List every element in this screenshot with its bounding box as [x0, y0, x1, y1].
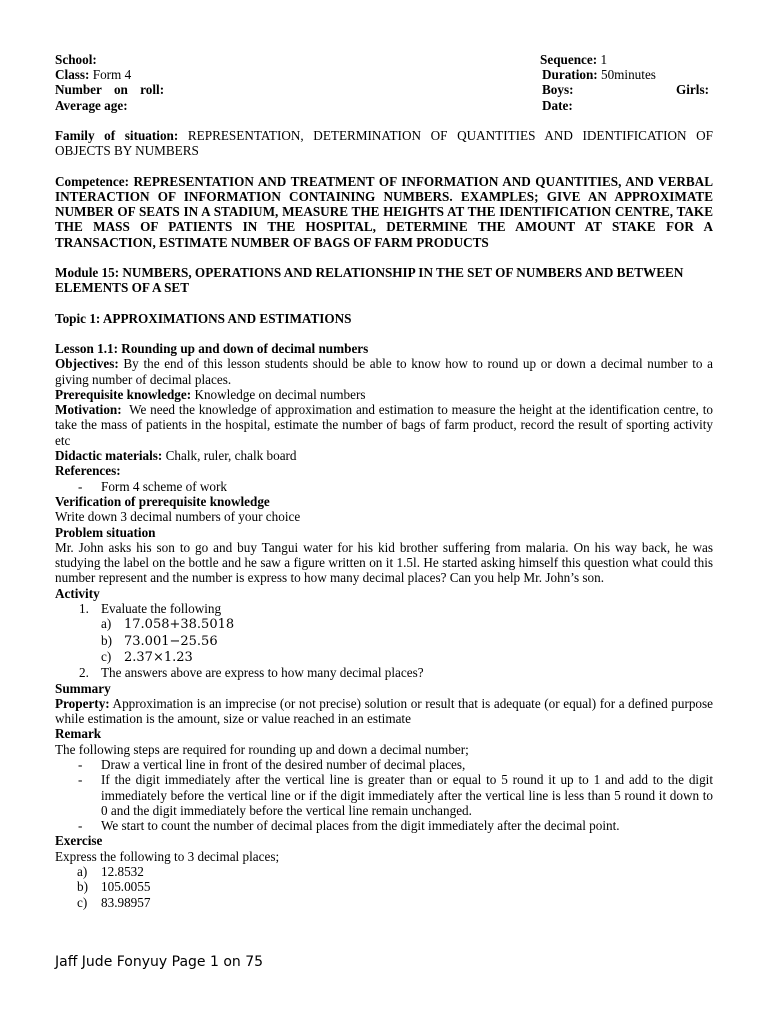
- date-label: Date:: [542, 98, 573, 113]
- exercise-item: a) 12.8532: [77, 864, 144, 880]
- remark-intro: The following steps are required for rounding up and down a decimal number;: [55, 741, 469, 757]
- school-label: School:: [55, 52, 97, 67]
- remark-label: Remark: [55, 726, 102, 742]
- remark-item: - Draw a vertical line in front of the desired number of decimal places,: [55, 757, 713, 772]
- activity-label: Activity: [55, 585, 100, 601]
- property: Property: Approximation is an imprecise (or not precise) solution or result that is adequate (or equal) for a defined purpose while estimation is the amount, size or value reached in an estimate: [55, 695, 714, 727]
- exercise-intro: Express the following to 3 decimal places;: [55, 848, 280, 864]
- exercise-item: c) 83.98957: [77, 894, 151, 910]
- class-label: Class:: [55, 67, 90, 82]
- remark-item: - If the digit immediately after the vertical line is greater than or equal to 5 round it up to 1 and add to the digit immediately before the vertical line or if the digit immediately after the vertical line is less than 5 round it down to 0 and the digit immediately before the vertical line remain unchanged.: [55, 772, 713, 818]
- lesson-title: Lesson 1.1: Rounding up and down of decimal numbers: [55, 340, 369, 356]
- duration-label: Duration:: [542, 67, 598, 82]
- page-footer: Jaff Jude Fonyuy Page 1 on 75: [55, 954, 264, 970]
- verification-label: Verification of prerequisite knowledge: [55, 493, 270, 509]
- problem-situation-label: Problem situation: [55, 524, 156, 540]
- prerequisite-knowledge: Prerequisite knowledge: Knowledge on decimal numbers: [55, 386, 366, 402]
- girls-label: Girls:: [676, 82, 709, 97]
- references-label: References:: [55, 463, 121, 479]
- summary-label: Summary: [55, 680, 111, 696]
- activity-subitem: a) 17.058+38.5018: [101, 616, 235, 633]
- activity-item: 2. The answers above are express to how many decimal places?: [79, 665, 424, 681]
- sequence-label: Sequence:: [540, 52, 598, 67]
- competence: Competence: REPRESENTATION AND TREATMENT OF INFORMATION AND QUANTITIES, AND VERBAL INTERACTION OF INFORMATION CONTAINING NUMBERS. EXAMPLES; GIVE AN APPROXIMATE NUMBER OF SEATS IN A STADIUM, MEASURE THE HEIGHTS AT THE IDENTIFICATION CENTRE, TAKE THE MASS OF PATIENTS IN THE HOSPITAL, DETERMINE THE AMOUNT AT STAKE FOR A TRANSACTION, ESTIMATE NUMBER OF BAGS OF FARM PRODUCTS: [55, 173, 714, 250]
- motivation: Motivation: We need the knowledge of approximation and estimation to measure the height at the identification centre, to take the mass of patients in the hospital, estimate the number of bags of farm product, record the result of sporting activity etc: [55, 402, 714, 448]
- verification-text: Write down 3 decimal numbers of your choice: [55, 509, 301, 525]
- age-label: Average age:: [55, 98, 128, 113]
- class-value: Form 4: [92, 67, 132, 82]
- family-of-situation: Family of situation: REPRESENTATION, DETERMINATION OF QUANTITIES AND IDENTIFICATION OF OBJECTS BY NUMBERS: [55, 128, 714, 159]
- activity-item: 1. Evaluate the following: [79, 601, 222, 617]
- problem-situation-text: Mr. John asks his son to go and buy Tangui water for his kid brother suffering from malaria. On his way back, he was studying the label on the bottle and he saw a figure written on it 1.5l. He started asking himself this question what could this number represent and the number is express to how many decimal places? Can you help Mr. John’s son.: [55, 539, 713, 586]
- remark-item: - We start to count the number of decimal places from the digit immediately after the decimal point.: [55, 818, 713, 833]
- activity-subitem: b) 73.001−25.56: [101, 632, 218, 649]
- exercise-item: b) 105.0055: [77, 879, 151, 895]
- reference-item: - Form 4 scheme of work: [55, 479, 713, 494]
- topic-title: Topic 1: APPROXIMATIONS AND ESTIMATIONS: [55, 310, 352, 326]
- exercise-label: Exercise: [55, 833, 103, 849]
- sequence-value: 1: [600, 52, 608, 67]
- lesson-header: [55, 52, 713, 113]
- document-page: [55, 52, 713, 910]
- roll-label: Number on roll:: [55, 82, 165, 97]
- didactic-materials: Didactic materials: Chalk, ruler, chalk board: [55, 448, 297, 464]
- activity-subitem: c) 2.37×1.23: [101, 648, 193, 665]
- duration-value: 50minutes: [600, 67, 656, 82]
- module-title: Module 15: NUMBERS, OPERATIONS AND RELATIONSHIP IN THE SET OF NUMBERS AND BETWEEN ELEMENTS OF A SET: [55, 265, 684, 296]
- boys-label: Boys:: [542, 82, 574, 97]
- objectives: Objectives: By the end of this lesson students should be able to know how to round up or down a decimal number to a giving number of decimal places.: [55, 356, 714, 387]
